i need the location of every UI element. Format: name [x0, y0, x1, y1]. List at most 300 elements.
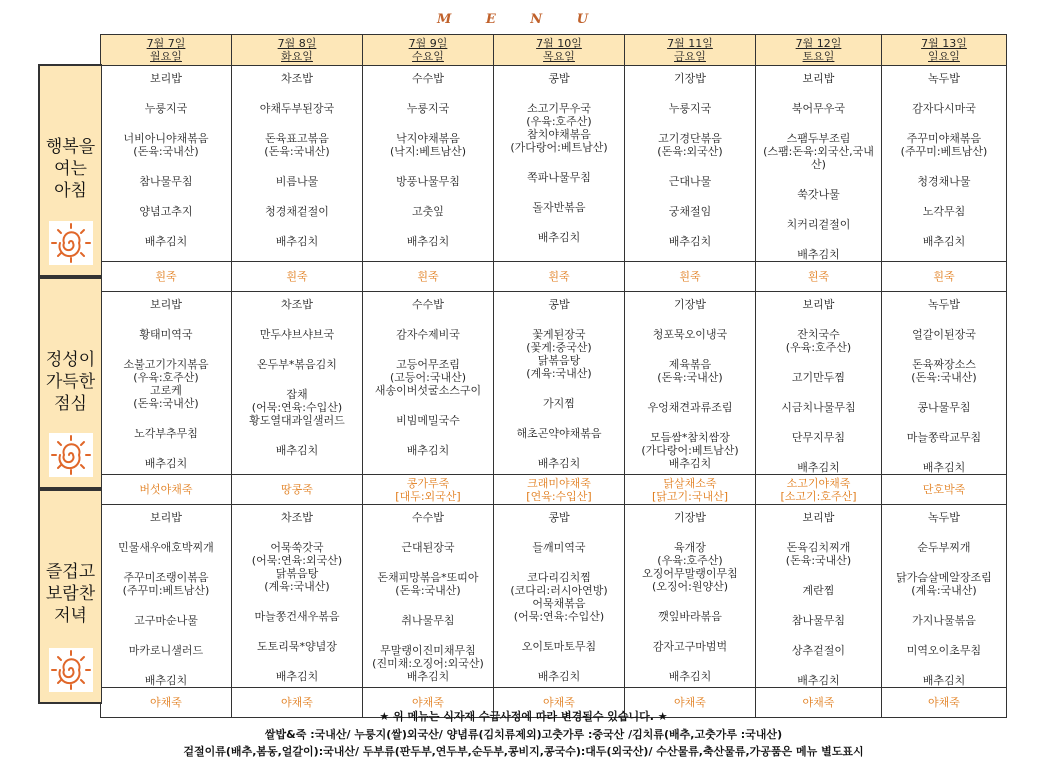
menu-item: 수수밥 [412, 511, 444, 524]
meal-label-text: 정성이 [45, 350, 96, 370]
porridge-item: 흰죽 [807, 270, 830, 283]
spacer [494, 524, 624, 541]
menu-item: 낙지야채볶음 [396, 132, 460, 145]
menu-item: 콩밥 [548, 511, 570, 524]
spacer [625, 115, 755, 132]
menu-item: 기장밥 [674, 72, 706, 85]
spacer [882, 158, 1006, 175]
menu-item: 상추겉절이 [791, 644, 846, 657]
spacer [363, 85, 493, 102]
menu-item: (우육:호주산) [657, 554, 723, 567]
menu-table [100, 34, 1007, 718]
menu-item: 고로케 [150, 384, 182, 397]
menu-item: (어묵:연육:수입산) [251, 401, 343, 414]
day-date: 7월 12일 [795, 37, 842, 50]
menu-item: 황도열대과일샐러드 [249, 414, 345, 427]
spacer [882, 657, 1006, 674]
notice-line: ★ 위 메뉴는 식자재 수급사정에 따라 변경될수 있습니다. ★ [379, 710, 668, 723]
menu-item: 청포묵오이냉국 [652, 328, 728, 341]
spacer [756, 414, 881, 431]
menu-item: 노각부추무침 [134, 427, 198, 440]
menu-cell [101, 66, 232, 262]
spacer [882, 414, 1006, 431]
day-date: 7월 7일 [146, 37, 186, 50]
porridge-item: 버섯야채죽 [139, 483, 193, 496]
menu-cell [756, 66, 882, 262]
spacer [882, 341, 1006, 358]
spacer [494, 154, 624, 171]
menu-item: 궁채절임 [668, 205, 712, 218]
menu-item: 배추김치 [275, 444, 319, 457]
spacer [101, 311, 231, 328]
menu-item: 돈육김치찌개 [786, 541, 851, 554]
menu-item: 들깨미역국 [532, 541, 586, 554]
porridge-item: 야채죽 [150, 696, 182, 709]
menu-item: 차조밥 [281, 298, 313, 311]
spacer [625, 218, 755, 235]
menu-item: 소고기무우국 [527, 102, 591, 115]
meal-label-text: 점심 [54, 394, 87, 414]
meal-label-text: 여는 [54, 159, 87, 179]
day-date: 7월 9일 [408, 37, 448, 50]
day-header [756, 35, 882, 66]
menu-item: 얼갈이된장국 [912, 328, 976, 341]
menu-item: 시금치나물무침 [781, 401, 856, 414]
spacer [756, 657, 881, 674]
menu-item: 콩나물무침 [917, 401, 971, 414]
spacer [232, 341, 362, 358]
menu-item: 배추김치 [922, 674, 966, 687]
menu-item: 고춧잎 [412, 205, 444, 218]
spacer [625, 188, 755, 205]
menu-item: (주꾸미:베트남산) [122, 584, 210, 597]
menu-item: 배추김치 [922, 235, 966, 248]
day-weekday: 일요일 [928, 50, 960, 63]
porridge-item: [소고기:호주산] [780, 489, 857, 503]
menu-item: 배추김치 [406, 444, 450, 457]
porridge-item: [대두:외국산] [395, 489, 461, 503]
spacer [756, 201, 881, 218]
menu-item: 보리밥 [150, 511, 182, 524]
porridge-item: 야채죽 [412, 696, 444, 709]
menu-item: 청경채나물 [917, 175, 971, 188]
menu-item: 근대된장국 [401, 541, 455, 554]
porridge-item: 흰죽 [933, 270, 955, 283]
spacer [232, 218, 362, 235]
spacer [756, 85, 881, 102]
menu-item: 배추김치 [922, 461, 966, 474]
menu-item: 비름나물 [275, 175, 319, 188]
menu-item: 가지나물볶음 [912, 614, 976, 627]
menu-item: 배추김치 [275, 670, 319, 683]
menu-item: 배추김치 [797, 674, 840, 687]
menu-item: 무말랭이진미채무침 [380, 644, 476, 657]
menu-item: 가지찜 [543, 397, 575, 410]
spacer [494, 440, 624, 457]
menu-item: 보리밥 [150, 298, 182, 311]
menu-item: 도토리묵*양념장 [257, 640, 337, 653]
menu-item: 배추김치 [797, 461, 840, 474]
spacer [494, 410, 624, 427]
menu-item: 기장밥 [674, 298, 706, 311]
menu-item: (우육:호주산) [526, 115, 592, 128]
spacer [494, 554, 624, 571]
spacer [882, 115, 1006, 132]
day-header [625, 35, 756, 66]
day-date: 7월 8일 [277, 37, 317, 50]
sun-swirl-icon [49, 648, 93, 692]
porridge-cell [101, 262, 232, 292]
day-weekday: 화요일 [281, 50, 313, 63]
menu-item: 깻잎바라볶음 [658, 610, 722, 623]
spacer [363, 115, 493, 132]
sun-swirl-icon [49, 433, 93, 477]
spacer [232, 188, 362, 205]
menu-item: 고등어무조림 [396, 358, 460, 371]
day-weekday: 금요일 [674, 50, 706, 63]
spacer [232, 115, 362, 132]
menu-item: 기장밥 [674, 511, 706, 524]
porridge-item: 흰죽 [548, 270, 570, 283]
menu-item: 감자수제비국 [396, 328, 460, 341]
porridge-item: 야채죽 [543, 696, 575, 709]
meal-label-text: 행복을 [45, 137, 96, 157]
day-header [494, 35, 625, 66]
menu-item: 배추김치 [275, 235, 319, 248]
menu-item: (코다리:러시아연방) [510, 584, 608, 597]
origin-line-2: 겉절이류(배추,봄동,얼갈이):국내산/ 두부류(판두부,연두부,순두부,콩비지,콩국수):대두(외국산)/ 수산물류,축산물류,가공품은 메뉴 별도표시 [183, 745, 864, 758]
spacer [232, 623, 362, 640]
spacer [494, 311, 624, 328]
menu-item: 보리밥 [802, 511, 835, 524]
porridge-cell [756, 475, 882, 505]
menu-item: 만두샤브샤브국 [259, 328, 335, 341]
spacer [232, 524, 362, 541]
spacer [882, 627, 1006, 644]
spacer [625, 158, 755, 175]
spacer [882, 218, 1006, 235]
day-header [101, 35, 232, 66]
porridge-item: 닭살채소죽 [663, 476, 717, 490]
spacer [363, 188, 493, 205]
porridge-item: 흰죽 [286, 270, 308, 283]
menu-item: 어묵쑥갓국 [270, 541, 324, 554]
menu-item: 순두부찌개 [917, 541, 971, 554]
menu-item: 콩밥 [548, 298, 570, 311]
menu-item: (우육:호주산) [785, 341, 852, 354]
menu-item: 감자고구마범벅 [652, 640, 728, 653]
spacer [101, 627, 231, 644]
menu-item: 코다리김치찜 [527, 571, 591, 584]
menu-cell [625, 505, 756, 688]
menu-item: 너비아니야채볶음 [123, 132, 209, 145]
menu-item: 해초곤약야채볶음 [516, 427, 602, 440]
menu-item: 닭볶음탕 [537, 354, 581, 367]
menu-item: 잡채 [286, 388, 308, 401]
menu-item: 청경채겉절이 [265, 205, 329, 218]
menu-cell [101, 505, 232, 688]
menu-item: (가다랑어:베트남산) [641, 444, 739, 457]
menu-item: 모듬쌈*참치쌈장 [650, 431, 730, 444]
spacer [625, 85, 755, 102]
spacer [101, 657, 231, 674]
spacer [756, 171, 881, 188]
menu-item: (계육:국내산) [264, 580, 330, 593]
menu-cell [882, 292, 1007, 475]
spacer [882, 85, 1006, 102]
menu-item: (주꾸미:베트남산) [900, 145, 988, 158]
menu-item: (돈육:국내산) [133, 145, 199, 158]
menu-item: 참나물무침 [791, 614, 846, 627]
spacer [101, 85, 231, 102]
meal-label-text: 가득한 [45, 372, 96, 392]
menu-item: (돈육:국내산) [264, 145, 330, 158]
menu-item: 양념고추지 [139, 205, 193, 218]
meal-label-text: 즐겁고 [45, 562, 96, 582]
spacer [882, 597, 1006, 614]
menu-item: 잔치국수 [797, 328, 840, 341]
porridge-item: 소고기야채죽 [786, 476, 851, 490]
spacer [882, 444, 1006, 461]
porridge-item: [닭고기:국내산] [651, 489, 729, 503]
menu-item: (낙지:베트남산) [389, 145, 467, 158]
day-header [363, 35, 494, 66]
menu-cell [232, 292, 363, 475]
menu-item: 배추김치 [668, 235, 712, 248]
menu-item: 녹두밥 [928, 72, 960, 85]
spacer [625, 593, 755, 610]
menu-item: 배추김치 [797, 248, 840, 261]
menu-item: (어묵:연육:외국산) [251, 554, 343, 567]
menu-item: (돈육:국내산) [911, 371, 977, 384]
porridge-item: 야채죽 [674, 696, 706, 709]
menu-cell [101, 292, 232, 475]
spacer [756, 524, 881, 541]
spacer [625, 384, 755, 401]
menu-item: 고구마순나물 [134, 614, 198, 627]
menu-item: 차조밥 [281, 511, 313, 524]
menu-item: 마늘쫑건새우볶음 [254, 610, 340, 623]
porridge-item: 야채죽 [928, 696, 960, 709]
menu-item: 콩밥 [548, 72, 570, 85]
menu-item: (돈육:국내산) [133, 397, 199, 410]
menu-item: 배추김치 [406, 235, 450, 248]
menu-cell [756, 292, 882, 475]
porridge-cell [363, 475, 494, 505]
menu-cell [494, 292, 625, 475]
menu-item: 계란찜 [802, 584, 835, 597]
porridge-item: 흰죽 [417, 270, 439, 283]
menu-item: (계육:국내산) [526, 367, 592, 380]
menu-item: (우육:호주산) [133, 371, 199, 384]
spacer [101, 410, 231, 427]
meal-label [38, 489, 102, 704]
menu-item: 어묵채볶음 [532, 597, 586, 610]
menu-item: 돈육표고볶음 [265, 132, 329, 145]
menu-item: (꽃게:중국산) [526, 341, 592, 354]
menu-item: 배추김치 [144, 235, 188, 248]
menu-item: 차조밥 [281, 72, 313, 85]
porridge-cell [882, 475, 1007, 505]
porridge-cell [101, 475, 232, 505]
menu-item: 취나물무침 [401, 614, 455, 627]
menu-item: 돈육짜장소스 [912, 358, 976, 371]
menu-item: 단무지무침 [791, 431, 846, 444]
spacer [101, 440, 231, 457]
porridge-cell [625, 262, 756, 292]
day-header [882, 35, 1007, 66]
spacer [363, 341, 493, 358]
menu-item: 참치야채볶음 [527, 128, 591, 141]
menu-item: 민물새우애호박찌개 [118, 541, 214, 554]
menu-item: (고등어:국내산) [389, 371, 467, 384]
menu-cell [494, 66, 625, 262]
spacer [232, 653, 362, 670]
porridge-cell [494, 262, 625, 292]
spacer [494, 380, 624, 397]
menu-item: 야채두부된장국 [259, 102, 335, 115]
meal-label [38, 277, 102, 489]
porridge-item: 야채죽 [281, 696, 313, 709]
porridge-cell [232, 475, 363, 505]
spacer [625, 653, 755, 670]
menu-item: 오이토마토무침 [521, 640, 597, 653]
spacer [756, 354, 881, 371]
menu-item: 배추김치 [668, 457, 712, 470]
spacer [101, 524, 231, 541]
origin-line-1: 쌀밥&죽 :국내산/ 누룽지(쌀)외국산/ 양념류(김치류제외)고춧가루 :중국산 /김치류(배추,고춧가루 :국내산) [264, 728, 783, 741]
menu-item: 감자다시마국 [912, 102, 976, 115]
menu-item: (어묵:연육:수입산) [513, 610, 605, 623]
menu-item: 육개장 [674, 541, 706, 554]
menu-cell [363, 66, 494, 262]
spacer [363, 311, 493, 328]
menu-item: 소불고기가지볶음 [123, 358, 209, 371]
spacer [363, 397, 493, 414]
menu-item: 보리밥 [802, 72, 835, 85]
porridge-item: 크래미야채죽 [527, 476, 591, 490]
spacer [363, 218, 493, 235]
spacer [232, 85, 362, 102]
day-date: 7월 13일 [921, 37, 967, 50]
spacer [232, 158, 362, 175]
day-weekday: 월요일 [150, 50, 182, 63]
menu-cell [363, 505, 494, 688]
menu-item: 배추김치 [144, 457, 188, 470]
porridge-item: [연육:수입산] [526, 489, 592, 503]
menu-item: 배추김치 [537, 670, 581, 683]
spacer [101, 115, 231, 132]
menu-item: 주꾸미야채볶음 [906, 132, 982, 145]
menu-item: 누룽지국 [144, 102, 188, 115]
spacer [101, 218, 231, 235]
menu-item: (돈육:국내산) [395, 584, 461, 597]
menu-item: 미역오이초무침 [906, 644, 982, 657]
porridge-item: 땅콩죽 [281, 483, 313, 496]
spacer [494, 623, 624, 640]
day-weekday: 토요일 [802, 50, 835, 63]
menu-item: (계육:국내산) [911, 584, 977, 597]
spacer [625, 341, 755, 358]
spacer [363, 158, 493, 175]
menu-item: 스팸두부조림 [786, 132, 851, 145]
menu-item: 주꾸미조랭이볶음 [123, 571, 209, 584]
menu-item: 온두부*볶음김치 [257, 358, 337, 371]
menu-item: (진미채:오징어:외국산) [372, 657, 484, 670]
porridge-item: 콩가루죽 [406, 476, 450, 490]
spacer [882, 188, 1006, 205]
menu-item: 고기경단볶음 [658, 132, 722, 145]
spacer [363, 554, 493, 571]
spacer [756, 384, 881, 401]
spacer [756, 231, 881, 248]
menu-item: 돈채피망볶음*또띠아 [377, 571, 479, 584]
spacer [101, 554, 231, 571]
spacer [232, 593, 362, 610]
menu-item: 참나물무침 [139, 175, 193, 188]
menu-item: (돈육:국내산) [657, 371, 723, 384]
menu-item: 누룽지국 [406, 102, 450, 115]
menu-item: 꽃게된장국 [532, 328, 586, 341]
menu-item: 방풍나물무침 [396, 175, 460, 188]
spacer [625, 623, 755, 640]
menu-item: 배추김치 [406, 670, 450, 683]
menu-item: 근대나물 [668, 175, 712, 188]
spacer [101, 597, 231, 614]
spacer [756, 627, 881, 644]
menu-item: (가다랑어:베트남산) [510, 141, 608, 154]
spacer [494, 85, 624, 102]
menu-item: 수수밥 [412, 298, 444, 311]
menu-item: 수수밥 [412, 72, 444, 85]
sun-swirl-icon [49, 221, 93, 265]
menu-item: 배추김치 [537, 457, 581, 470]
porridge-cell [882, 262, 1007, 292]
day-header [232, 35, 363, 66]
menu-item: 제육볶음 [668, 358, 712, 371]
menu-cell [232, 66, 363, 262]
spacer [756, 567, 881, 584]
menu-item: 마카로니샐러드 [128, 644, 204, 657]
spacer [363, 627, 493, 644]
spacer [756, 115, 881, 132]
spacer [101, 341, 231, 358]
spacer [756, 311, 881, 328]
spacer [756, 444, 881, 461]
spacer [363, 427, 493, 444]
spacer [882, 384, 1006, 401]
day-weekday: 수요일 [412, 50, 444, 63]
menu-cell [882, 66, 1007, 262]
menu-item: 우엉채견과류조림 [647, 401, 733, 414]
menu-item: 북어무우국 [791, 102, 846, 115]
menu-item: 쑥갓나물 [797, 188, 840, 201]
day-date: 7월 11일 [667, 37, 713, 50]
porridge-item: 흰죽 [155, 270, 177, 283]
menu-title: M E N U [436, 12, 604, 27]
spacer [363, 524, 493, 541]
porridge-cell [756, 262, 882, 292]
menu-item: 녹두밥 [928, 511, 960, 524]
meal-label-text: 저녁 [54, 606, 87, 626]
porridge-cell [363, 262, 494, 292]
menu-item: 돌자반볶음 [532, 201, 586, 214]
day-weekday: 목요일 [543, 50, 575, 63]
spacer [625, 414, 755, 431]
spacer [232, 371, 362, 388]
menu-cell [756, 505, 882, 688]
porridge-item: 흰죽 [679, 270, 701, 283]
